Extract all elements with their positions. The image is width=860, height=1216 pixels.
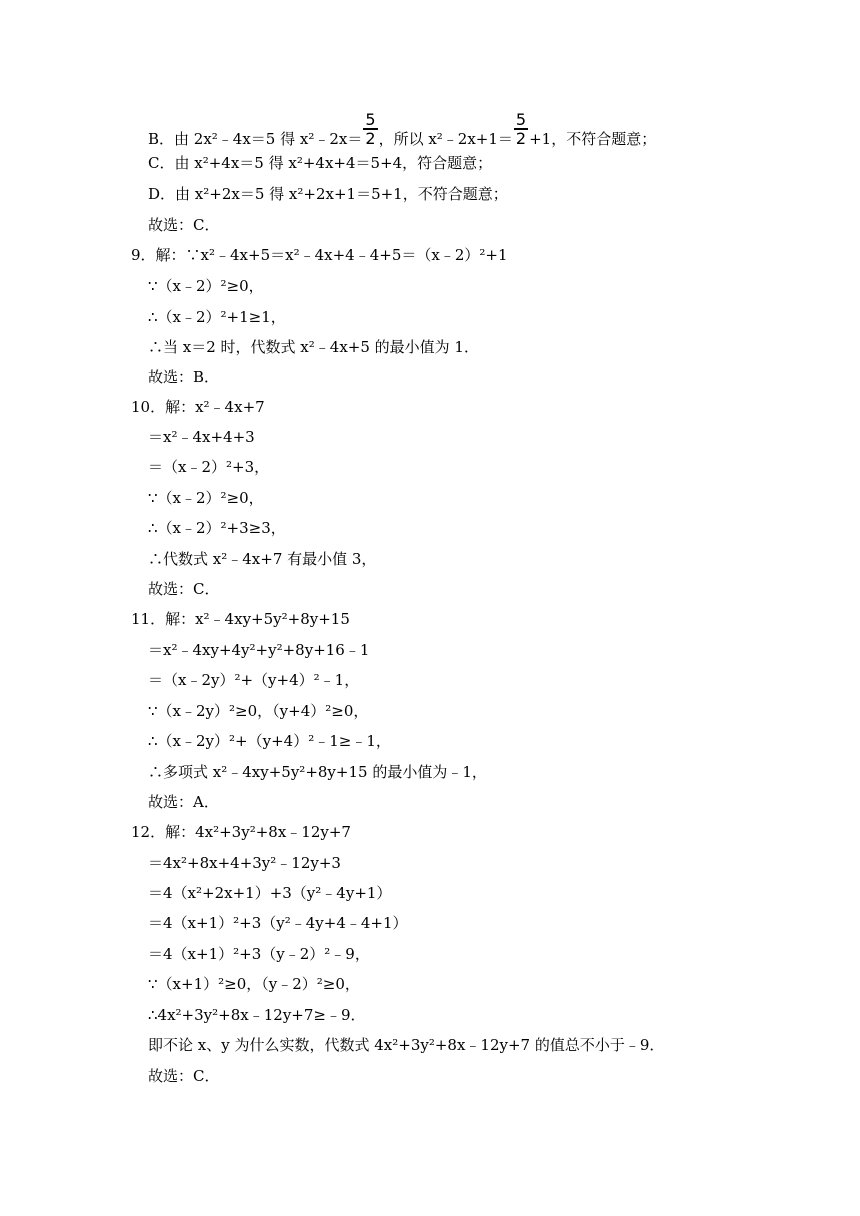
q9-step: ∵（x﹣2）²≥0， — [148, 277, 264, 295]
option-b-text-3: +1，不符合题意； — [529, 130, 657, 148]
fraction-numerator: 5 — [365, 110, 376, 129]
q11-step: ∵（x﹣2y）²≥0，（y+4）²≥0， — [148, 702, 369, 720]
q12-step: ＝4（x+1）²+3（y﹣2）²﹣9， — [148, 945, 370, 963]
fraction-denominator: 2 — [365, 129, 376, 148]
q11-step: ＝x²﹣4xy+4y²+y²+8y+16﹣1 — [148, 641, 370, 659]
option-b-text-1: B．由 2x²﹣4x＝5 得 x²﹣2x＝ — [148, 130, 363, 148]
q12-step: ＝4（x+1）²+3（y²﹣4y+4﹣4+1） — [148, 914, 408, 932]
answer-line: 故选：C． — [148, 1067, 220, 1085]
q10-step: ∴代数式 x²﹣4x+7 有最小值 3， — [148, 550, 377, 568]
q11-step: ＝（x﹣2y）²+（y+4）²﹣1， — [148, 671, 360, 689]
q12-heading: 12．解：4x²+3y²+8x﹣12y+7 — [131, 823, 351, 841]
q12-conclusion: 即不论 x、y 为什么实数，代数式 4x²+3y²+8x﹣12y+7 的值总不小于﹣9． — [148, 1036, 665, 1054]
q11-step: ∴（x﹣2y）²+（y+4）²﹣1≥﹣1， — [148, 732, 391, 750]
q11-heading: 11．解：x²﹣4xy+5y²+8y+15 — [131, 610, 350, 628]
answer-line: 故选：B． — [148, 368, 220, 386]
q11-step: ∴多项式 x²﹣4xy+5y²+8y+15 的最小值为﹣1， — [148, 763, 487, 781]
q10-step: ∴（x﹣2）²+3≥3， — [148, 519, 286, 537]
q9-step: ∴当 x＝2 时，代数式 x²﹣4x+5 的最小值为 1． — [148, 338, 479, 356]
fraction-numerator: 5 — [515, 110, 527, 129]
option-b-text-2: ，所以 x²﹣2x+1＝ — [378, 130, 513, 148]
q10-heading: 10．解：x²﹣4x+7 — [131, 398, 265, 416]
q9-step: ∴（x﹣2）²+1≥1， — [148, 308, 286, 326]
q10-step: ＝x²﹣4x+4+3 — [148, 428, 255, 446]
q9-heading: 9．解：∵x²﹣4x+5＝x²﹣4x+4﹣4+5＝（x﹣2）²+1 — [131, 246, 508, 264]
q12-step: ＝4x²+8x+4+3y²﹣12y+3 — [148, 854, 341, 872]
fraction-denominator: 2 — [515, 129, 527, 148]
option-c-line: C．由 x²+4x＝5 得 x²+4x+4＝5+4，符合题意； — [148, 154, 493, 172]
q12-step: ∵（x+1）²≥0，（y﹣2）²≥0， — [148, 975, 360, 993]
q12-step: ∴4x²+3y²+8x﹣12y+7≥﹣9． — [148, 1006, 366, 1024]
fraction-five-halves — [363, 111, 377, 147]
answer-line: 故选：C． — [148, 580, 220, 598]
option-b-line — [148, 111, 656, 149]
option-d-line: D．由 x²+2x＝5 得 x²+2x+1＝5+1，不符合题意； — [148, 185, 508, 203]
answer-line: 故选：C． — [148, 216, 220, 234]
fraction-five-halves — [514, 111, 528, 147]
q12-step: ＝4（x²+2x+1）+3（y²﹣4y+1） — [148, 884, 392, 902]
q10-step: ∵（x﹣2）²≥0， — [148, 489, 264, 507]
answer-line: 故选：A． — [148, 793, 219, 811]
q10-step: ＝（x﹣2）²+3， — [148, 458, 270, 476]
